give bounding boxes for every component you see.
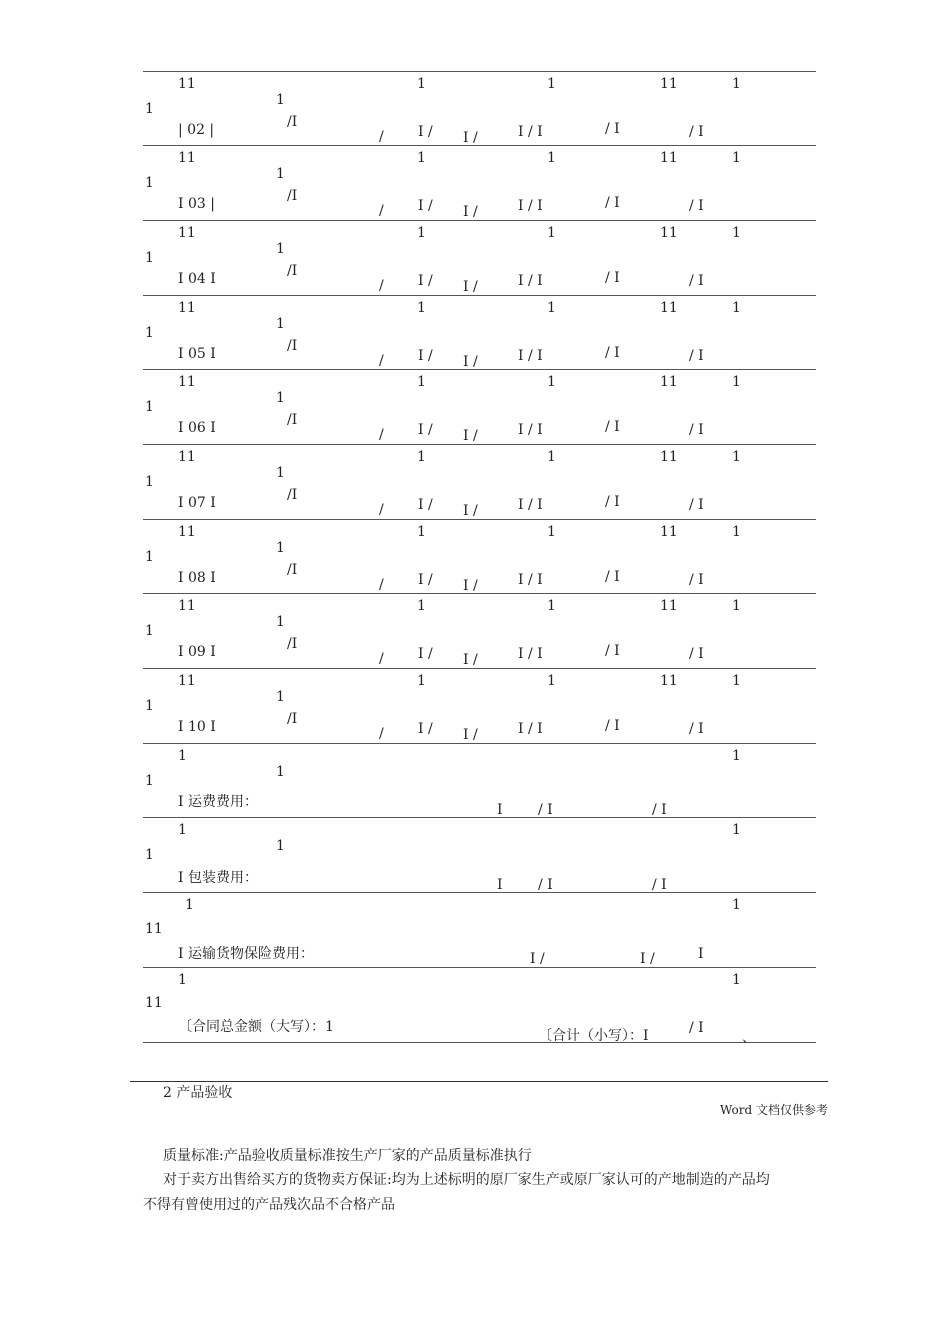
row-mark: 1 [732, 300, 741, 316]
row-mark: 11 [178, 76, 196, 92]
row-mark: 11 [660, 524, 678, 540]
row-mark: 1 [417, 76, 426, 92]
row-mark: 1 [547, 524, 556, 540]
row-number: I 09 I [178, 644, 216, 660]
row-mark: / I [689, 422, 704, 438]
row-mark: I / [463, 130, 478, 146]
row-mark: / [379, 129, 384, 145]
row-number: I 05 I [178, 346, 216, 362]
row-mark: 1 [145, 698, 154, 714]
fee-mark: I [497, 802, 503, 818]
row-mark: 1 [547, 150, 556, 166]
fee-mark: 1 [276, 838, 285, 854]
fee-mark: 1 [732, 897, 741, 913]
row-mark: I / [418, 646, 433, 662]
row-mark: 1 [276, 689, 285, 705]
fee-mark: 1 [145, 847, 154, 863]
row-mark: 1 [732, 598, 741, 614]
row-mark: 11 [660, 374, 678, 390]
row-mark: 11 [660, 673, 678, 689]
row-mark: 11 [178, 598, 196, 614]
fee-mark: 1 [276, 764, 285, 780]
row-mark: 11 [660, 449, 678, 465]
row-mark: 1 [145, 549, 154, 565]
fee-label: I 包装费用： [178, 870, 258, 886]
table-row [0, 447, 950, 522]
table-row [0, 596, 950, 671]
row-mark: I / I [518, 273, 543, 289]
row-mark: / [379, 502, 384, 518]
row-mark: / [379, 278, 384, 294]
row-mark: / I [605, 195, 620, 211]
row-number: I 07 I [178, 495, 216, 511]
row-mark: I / I [518, 124, 543, 140]
row-mark: 1 [145, 623, 154, 639]
row-mark: 1 [417, 300, 426, 316]
row-mark: / I [689, 273, 704, 289]
table-rule [143, 71, 816, 72]
quality-standard: 质量标准:产品验收质量标准按生产厂家的产品质量标准执行 [163, 1148, 532, 1164]
row-mark: I / [418, 198, 433, 214]
row-mark: I / [463, 652, 478, 668]
section-divider [130, 1081, 828, 1082]
row-mark: 11 [178, 449, 196, 465]
row-mark: 1 [276, 241, 285, 257]
row-mark: I / [463, 354, 478, 370]
fee-label: I 运输货物保险费用： [178, 946, 314, 962]
fee-mark: I / [530, 951, 545, 967]
row-mark: 1 [732, 150, 741, 166]
row-mark: 11 [178, 374, 196, 390]
row-mark: /I [287, 487, 298, 503]
table-row [0, 671, 950, 746]
fee-mark: 1 [185, 897, 194, 913]
total-mark: 11 [145, 995, 163, 1011]
row-mark: 1 [547, 225, 556, 241]
row-mark: 1 [276, 465, 285, 481]
row-mark: I / [463, 428, 478, 444]
fee-mark: I [698, 946, 704, 962]
total-mark: / I [689, 1020, 704, 1036]
row-mark: 1 [417, 374, 426, 390]
row-mark: 1 [732, 449, 741, 465]
warranty-line: 不得有曾使用过的产品残次品不合格产品 [143, 1197, 395, 1213]
row-mark: 1 [732, 524, 741, 540]
row-mark: I / I [518, 497, 543, 513]
row-mark: 1 [547, 374, 556, 390]
row-mark: 1 [417, 150, 426, 166]
row-mark: I / [418, 721, 433, 737]
row-number: I 04 I [178, 271, 216, 287]
row-number: I 10 I [178, 719, 216, 735]
row-mark: 1 [547, 76, 556, 92]
table-row [0, 522, 950, 597]
total-mark: 、 [742, 1030, 756, 1046]
row-mark: / I [689, 497, 704, 513]
row-mark: /I [287, 636, 298, 652]
row-mark: 1 [547, 300, 556, 316]
row-mark: I / [418, 572, 433, 588]
fee-mark: I / [640, 951, 655, 967]
row-mark: 1 [145, 325, 154, 341]
table-row [0, 372, 950, 447]
row-mark: 1 [417, 449, 426, 465]
fee-mark: 1 [178, 822, 187, 838]
row-mark: 11 [178, 673, 196, 689]
row-mark: 1 [145, 474, 154, 490]
fee-row-insurance [0, 895, 950, 970]
row-mark: 1 [276, 316, 285, 332]
row-mark: / I [605, 270, 620, 286]
fee-mark: / I [538, 877, 553, 893]
row-mark: 1 [145, 175, 154, 191]
row-mark: 1 [276, 166, 285, 182]
row-mark: I / [463, 204, 478, 220]
fee-mark: 1 [178, 748, 187, 764]
row-mark: /I [287, 263, 298, 279]
row-mark: 1 [547, 449, 556, 465]
row-mark: /I [287, 711, 298, 727]
fee-mark: / I [538, 802, 553, 818]
row-mark: I / I [518, 348, 543, 364]
row-mark: I / I [518, 646, 543, 662]
row-mark: 1 [547, 673, 556, 689]
row-mark: /I [287, 188, 298, 204]
row-mark: / I [689, 572, 704, 588]
row-number: I 03 | [178, 196, 215, 212]
row-mark: 1 [276, 614, 285, 630]
row-mark: / I [605, 643, 620, 659]
row-mark: 11 [660, 76, 678, 92]
fee-mark: 1 [732, 822, 741, 838]
row-mark: 11 [178, 300, 196, 316]
fee-row-freight [0, 746, 950, 821]
row-mark: 1 [417, 524, 426, 540]
row-mark: / [379, 427, 384, 443]
row-mark: 1 [732, 374, 741, 390]
row-mark: 1 [145, 101, 154, 117]
row-mark: I / [463, 578, 478, 594]
warranty-line: 对于卖方出售给买方的货物卖方保证:均为上述标明的原厂家生产或原厂家认可的产地制造的产品均 [163, 1172, 770, 1188]
row-number: | 02 | [178, 122, 215, 138]
fee-row-packing [0, 820, 950, 895]
row-mark: I / [418, 273, 433, 289]
row-mark: 1 [732, 76, 741, 92]
row-mark: 1 [276, 540, 285, 556]
row-mark: 1 [732, 225, 741, 241]
row-mark: 11 [660, 598, 678, 614]
row-mark: 1 [732, 673, 741, 689]
fee-mark: 1 [732, 748, 741, 764]
row-mark: / [379, 353, 384, 369]
row-mark: 11 [660, 300, 678, 316]
total-amount-uppercase-label: 〔合同总金额（大写）：1 [178, 1019, 334, 1035]
row-mark: I / [418, 348, 433, 364]
row-mark: 11 [660, 150, 678, 166]
row-mark: 1 [145, 250, 154, 266]
row-mark: / I [605, 718, 620, 734]
row-mark: / I [605, 419, 620, 435]
row-number: I 06 I [178, 420, 216, 436]
fee-mark: / I [652, 877, 667, 893]
row-mark: I / I [518, 422, 543, 438]
fee-label: I 运费费用： [178, 794, 258, 810]
row-mark: I / I [518, 198, 543, 214]
row-mark: 11 [178, 225, 196, 241]
row-mark: 1 [276, 92, 285, 108]
row-mark: 1 [145, 399, 154, 415]
row-mark: / I [605, 494, 620, 510]
row-mark: I / [418, 124, 433, 140]
row-mark: I / [418, 422, 433, 438]
table-row [0, 298, 950, 373]
row-mark: / I [689, 198, 704, 214]
row-mark: / I [689, 721, 704, 737]
row-mark: / [379, 203, 384, 219]
row-mark: 11 [178, 150, 196, 166]
total-mark: 1 [732, 972, 741, 988]
row-mark: / [379, 577, 384, 593]
row-mark: / I [689, 348, 704, 364]
row-mark: / I [605, 345, 620, 361]
total-amount-figures-label: 〔合计（小写）：I [538, 1028, 649, 1044]
table-row [0, 74, 950, 149]
row-number: I 08 I [178, 570, 216, 586]
row-mark: /I [287, 562, 298, 578]
row-mark: I / [418, 497, 433, 513]
fee-mark: 1 [145, 773, 154, 789]
row-mark: I / I [518, 721, 543, 737]
fee-mark: / I [652, 802, 667, 818]
row-mark: 1 [276, 390, 285, 406]
row-mark: /I [287, 338, 298, 354]
row-mark: / I [689, 124, 704, 140]
row-mark: /I [287, 412, 298, 428]
fee-mark: 11 [145, 921, 163, 937]
row-mark: 1 [417, 673, 426, 689]
row-mark: / [379, 651, 384, 667]
row-mark: 1 [417, 598, 426, 614]
row-mark: 1 [417, 225, 426, 241]
footer-note: Word 文档仅供参考 [720, 1103, 828, 1117]
table-row [0, 223, 950, 298]
row-mark: 11 [178, 524, 196, 540]
total-row [0, 970, 950, 1045]
row-mark: I / [463, 279, 478, 295]
row-mark: / [379, 726, 384, 742]
row-mark: / I [605, 121, 620, 137]
row-mark: I / [463, 503, 478, 519]
row-mark: / I [605, 569, 620, 585]
row-mark: /I [287, 114, 298, 130]
total-mark: 1 [178, 972, 187, 988]
fee-mark: I [497, 877, 503, 893]
row-mark: 1 [547, 598, 556, 614]
row-mark: I / I [518, 572, 543, 588]
section-heading: 2 产品验收 [163, 1085, 233, 1101]
table-row [0, 148, 950, 223]
row-mark: I / [463, 727, 478, 743]
row-mark: 11 [660, 225, 678, 241]
row-mark: / I [689, 646, 704, 662]
